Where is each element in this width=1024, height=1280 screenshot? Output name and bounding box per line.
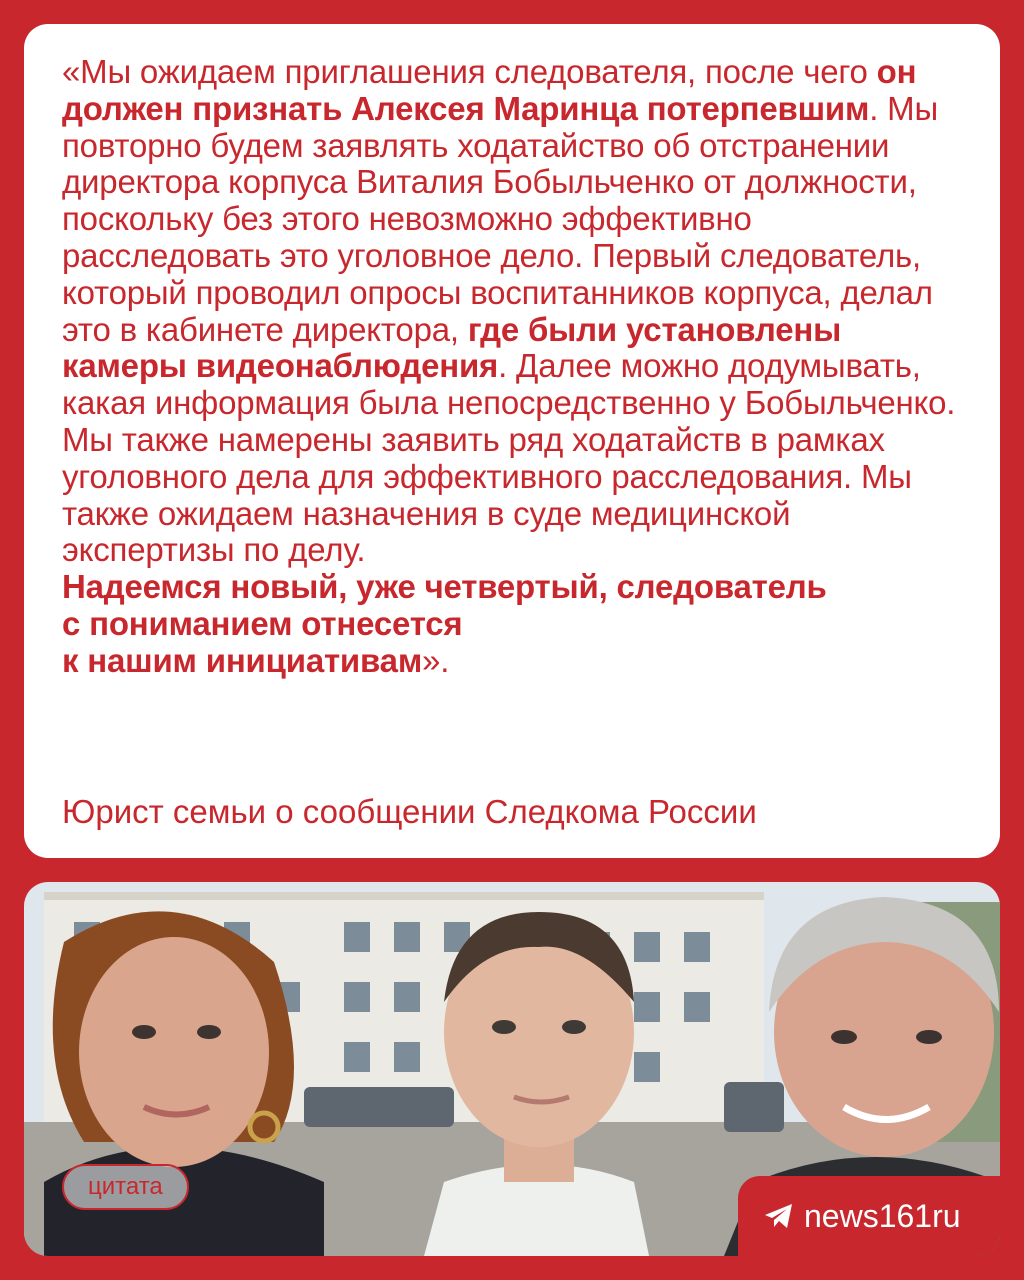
brand-badge[interactable] [738,1176,1000,1256]
quote-highlight-1: он должен признать Алексея Маринца потерпевшим [62,53,917,127]
quote-highlight-3a: Надеемся новый, уже четвертый, следователь [62,568,827,606]
quote-part-2: . Мы повторно будем заявлять ходатайство об отстранении директора корпуса Виталия Бобыльченко от должности, поскольку без этого невозможно эффективно расследовать это уголовное дело. Первый следователь, который проводил опросы воспитанников корпуса, делал это в кабинете директора, [62,89,938,348]
quote-part-3: . Далее можно додумывать, какая информация была непосредственно у Бобыльченко. Мы также намерены заявить ряд ходатайств в рамках уголовного дела для эффективного расследования. Мы также ожидаем назначения в суде медицинской экспертизы по делу. [62,347,956,569]
brand-name: news161ru [804,1197,961,1234]
quote-text [62,54,964,680]
photo-collage [24,882,1000,1256]
quote-highlight-2: где были установлены камеры видеонаблюдения [62,310,842,385]
quote-card [24,24,1000,858]
quote-end: ». [422,641,450,679]
telegram-icon [764,1203,794,1229]
quote-part-1: «Мы ожидаем приглашения следователя, после чего [62,53,877,90]
quote-highlight-3b: с пониманием отнесется [62,604,463,642]
quote-source: Юрист семьи о сообщении Следкома России [62,793,757,830]
quote-tag: цитата [62,1164,189,1210]
quote-highlight-3c: к нашим инициативам [62,641,423,679]
